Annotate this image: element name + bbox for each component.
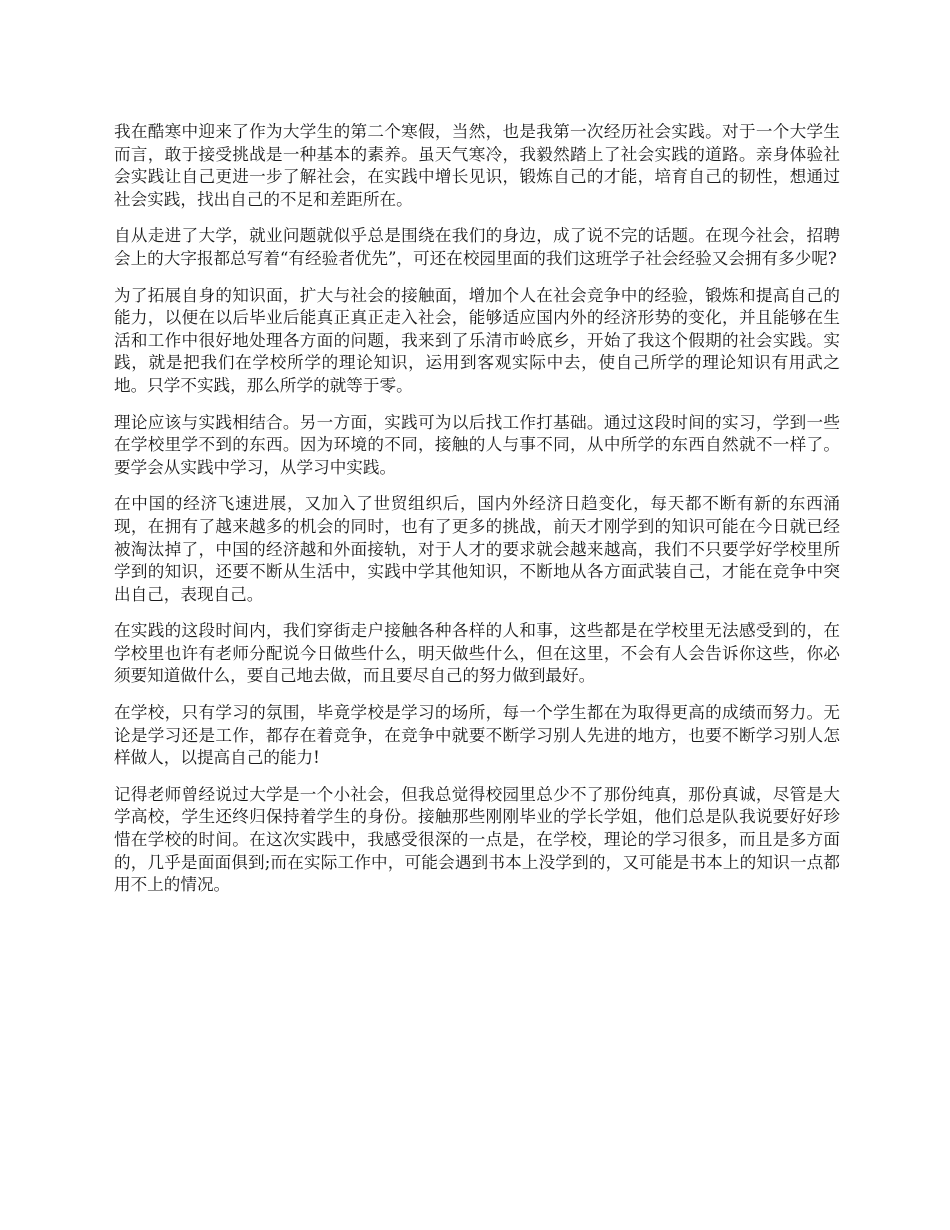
paragraph-5: 在中国的经济飞速进展，又加入了世贸组织后，国内外经济日趋变化，每天都不断有新的东西涌现，在拥有了越来越多的机会的同时，也有了更多的挑战，前天才刚学到的知识可能在今日就已经被淘汰掉了，中国的经济越和外面接轨，对于人才的要求就会越来越高，我们不只要学好学校里所学到的知识，还要不断从生活中，实践中学其他知识，不断地从各方面武装自己，才能在竞争中突出自己，表现自己。 [114,494,840,604]
paragraph-7: 在学校，只有学习的氛围，毕竟学校是学习的场所，每一个学生都在为取得更高的成绩而努力。无论是学习还是工作，都存在着竞争，在竞争中就要不断学习别人先进的地方，也要不断学习别人怎样做人，以提高自己的能力! [114,703,840,768]
paragraph-2: 自从走进了大学，就业问题就似乎总是围绕在我们的身边，成了说不完的话题。在现今社会，招聘会上的大字报都总写着“有经验者优先”，可还在校园里面的我们这班学子社会经验又会拥有多少呢? [114,226,840,268]
paragraph-4: 理论应该与实践相结合。另一方面，实践可为以后找工作打基础。通过这段时间的实习，学到一些在学校里学不到的东西。因为环境的不同，接触的人与事不同，从中所学的东西自然就不一样了。要学会从实践中学习，从学习中实践。 [114,412,840,477]
paragraph-3: 为了拓展自身的知识面，扩大与社会的接触面，增加个人在社会竞争中的经验，锻炼和提高自己的能力，以便在以后毕业后能真正真正走入社会，能够适应国内外的经济形势的变化，并且能够在生活和工作中很好地处理各方面的问题，我来到了乐清市岭底乡，开始了我这个假期的社会实践。实践，就是把我们在学校所学的理论知识，运用到客观实际中去，使自己所学的理论知识有用武之地。只学不实践，那么所学的就等于零。 [114,285,840,395]
document-body [114,121,840,911]
paragraph-6: 在实践的这段时间内，我们穿街走户接触各种各样的人和事，这些都是在学校里无法感受到的，在学校里也许有老师分配说今日做些什么，明天做些什么，但在这里，不会有人会告诉你这些，你必须要知道做什么，要自己地去做，而且要尽自己的努力做到最好。 [114,621,840,686]
paragraph-1: 我在酷寒中迎来了作为大学生的第二个寒假，当然，也是我第一次经历社会实践。对于一个大学生而言，敢于接受挑战是一种基本的素养。虽天气寒冷，我毅然踏上了社会实践的道路。亲身体验社会实践让自己更进一步了解社会，在实践中增长见识，锻炼自己的才能，培育自己的韧性，想通过社会实践，找出自己的不足和差距所在。 [114,122,840,209]
paragraph-8: 记得老师曾经说过大学是一个小社会，但我总觉得校园里总少不了那份纯真，那份真诚，尽管是大学高校，学生还终归保持着学生的身份。接触那些刚刚毕业的学长学姐，他们总是队我说要好好珍惜在学校的时间。在这次实践中，我感受很深的一点是，在学校，理论的学习很多，而且是多方面的，几乎是面面俱到;而在实际工作中，可能会遇到书本上没学到的，又可能是书本上的知识一点都用不上的情况。 [114,784,840,895]
